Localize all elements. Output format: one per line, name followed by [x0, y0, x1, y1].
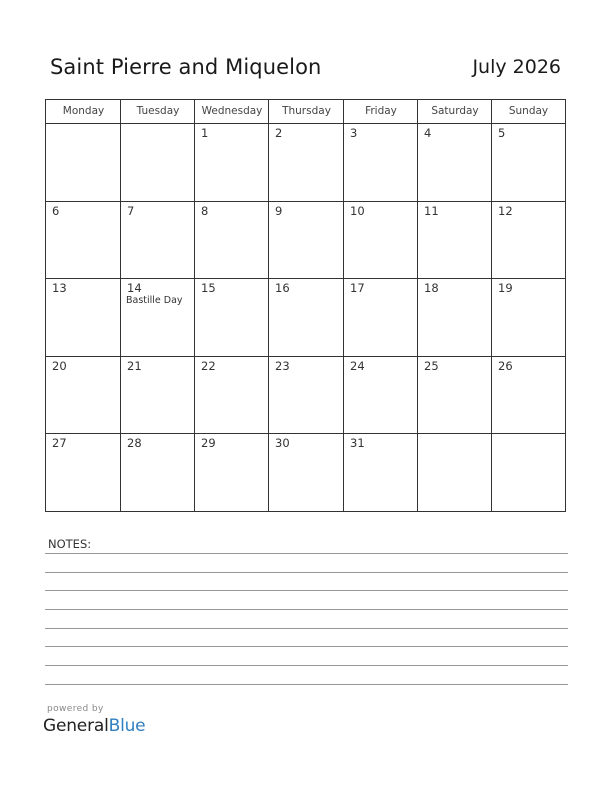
- day-number: 15: [201, 281, 216, 295]
- day-cell-4: [418, 124, 492, 202]
- day-cell-27: [46, 434, 121, 512]
- powered-by-text: powered by: [47, 704, 104, 714]
- day-cell-17: [344, 279, 418, 357]
- day-number: 24: [350, 359, 365, 373]
- day-cell-19: [492, 279, 565, 357]
- day-number: 7: [127, 204, 135, 218]
- day-number: 8: [201, 204, 209, 218]
- weekday-friday: Friday: [365, 105, 397, 117]
- day-number: 28: [127, 436, 142, 450]
- day-cell-16: [269, 279, 344, 357]
- brand-general: General: [43, 716, 109, 736]
- day-cell-18: [418, 279, 492, 357]
- weekday-monday: Monday: [62, 105, 105, 117]
- day-number: 20: [52, 359, 67, 373]
- day-cell-24: [344, 357, 418, 435]
- day-number: 23: [275, 359, 290, 373]
- weekday-tuesday: Tuesday: [136, 105, 180, 117]
- day-cell-8: [195, 202, 269, 280]
- notes-line: [45, 553, 568, 554]
- notes-line: [45, 609, 568, 610]
- day-number: 19: [498, 281, 513, 295]
- weekday-wednesday: Wednesday: [201, 105, 263, 117]
- brand-blue: Blue: [108, 716, 146, 736]
- day-number: 1: [201, 126, 209, 140]
- day-number: 6: [52, 204, 60, 218]
- month-label: July 2026: [472, 56, 561, 78]
- day-number: 3: [350, 126, 358, 140]
- calendar-title: Saint Pierre and Miquelon: [50, 55, 322, 79]
- weekday-header-row: [46, 100, 565, 124]
- day-cell-7: [121, 202, 195, 280]
- day-number: 11: [424, 204, 439, 218]
- day-number: 26: [498, 359, 513, 373]
- day-number: 4: [424, 126, 432, 140]
- day-number: 16: [275, 281, 290, 295]
- empty-day-cell: [492, 434, 565, 512]
- day-cell-6: [46, 202, 121, 280]
- day-number: 12: [498, 204, 513, 218]
- day-number: 18: [424, 281, 439, 295]
- day-cell-25: [418, 357, 492, 435]
- day-cell-10: [344, 202, 418, 280]
- day-number: 2: [275, 126, 283, 140]
- day-cell-13: [46, 279, 121, 357]
- day-cell-5: [492, 124, 565, 202]
- day-number: 5: [498, 126, 506, 140]
- day-cell-21: [121, 357, 195, 435]
- day-cell-29: [195, 434, 269, 512]
- notes-line: [45, 646, 568, 647]
- weekday-sunday: Sunday: [508, 105, 549, 117]
- day-number: 25: [424, 359, 439, 373]
- day-number: 30: [275, 436, 290, 450]
- weekday-saturday: Saturday: [431, 105, 479, 117]
- day-cell-9: [269, 202, 344, 280]
- day-number: 9: [275, 204, 283, 218]
- empty-day-cell: [418, 434, 492, 512]
- day-cell-26: [492, 357, 565, 435]
- holiday-label: Bastille Day: [126, 295, 183, 306]
- notes-label: NOTES:: [48, 537, 92, 551]
- notes-line: [45, 628, 568, 629]
- day-number: 10: [350, 204, 365, 218]
- calendar-grid: [45, 99, 566, 512]
- day-number: 31: [350, 436, 365, 450]
- day-number: 17: [350, 281, 365, 295]
- generalblue-logo: [43, 716, 145, 736]
- day-cell-11: [418, 202, 492, 280]
- day-cell-31: [344, 434, 418, 512]
- notes-line: [45, 572, 568, 573]
- day-number: 13: [52, 281, 67, 295]
- day-number: 14: [127, 281, 142, 295]
- notes-line: [45, 665, 568, 666]
- day-number: 27: [52, 436, 67, 450]
- day-cell-1: [195, 124, 269, 202]
- day-cell-22: [195, 357, 269, 435]
- notes-line: [45, 590, 568, 591]
- day-number: 29: [201, 436, 216, 450]
- weekday-thursday: Thursday: [282, 105, 331, 117]
- day-number: 21: [127, 359, 142, 373]
- day-cell-15: [195, 279, 269, 357]
- empty-day-cell: [46, 124, 121, 202]
- day-cell-3: [344, 124, 418, 202]
- day-cell-12: [492, 202, 565, 280]
- day-cell-14: [121, 279, 195, 357]
- day-cell-20: [46, 357, 121, 435]
- day-cell-2: [269, 124, 344, 202]
- day-cell-28: [121, 434, 195, 512]
- day-number: 22: [201, 359, 216, 373]
- day-cell-23: [269, 357, 344, 435]
- empty-day-cell: [121, 124, 195, 202]
- notes-line: [45, 684, 568, 685]
- day-cell-30: [269, 434, 344, 512]
